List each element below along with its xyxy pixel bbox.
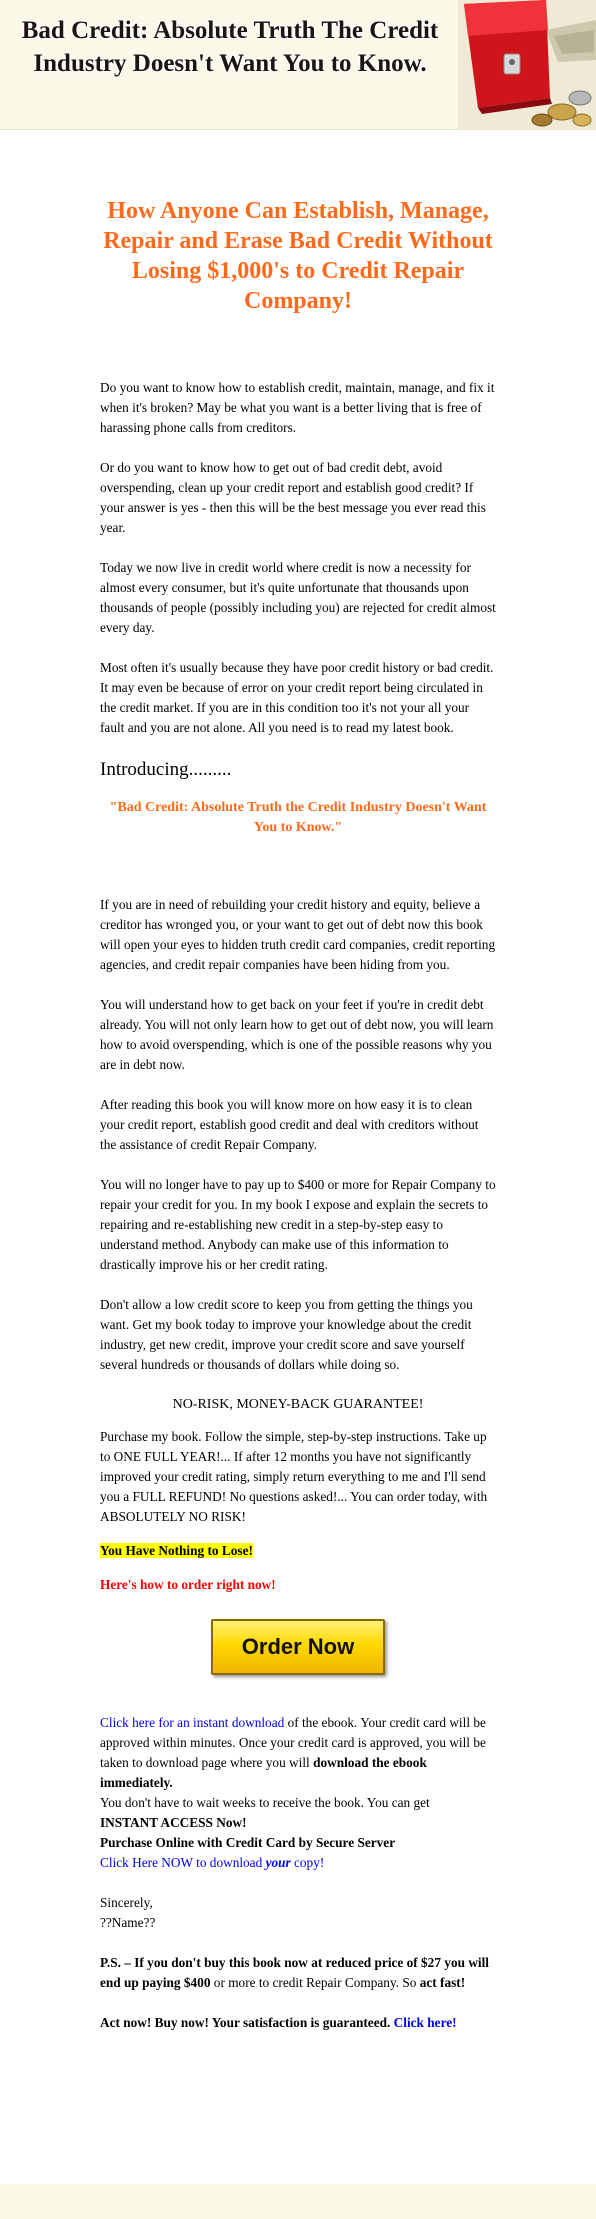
instant-download-link[interactable]: Click here for an instant download bbox=[100, 1715, 285, 1730]
guarantee-heading: NO-RISK, MONEY-BACK GUARANTEE! bbox=[172, 1397, 424, 1412]
ps-text: act fast! bbox=[419, 1975, 466, 1990]
ps-text: If you don't buy this book now at reduced price of $27 you will end up paying $400 bbox=[100, 1955, 490, 1990]
paragraph: After reading this book you will know more on how easy it is to clean your credit report, establish good credit and deal with creditors without the assistance of credit Repair Company. bbox=[100, 1097, 479, 1152]
paragraph: If you are in need of rebuilding your credit history and equity, believe a creditor has wronged you, or your want to get out of debt now this book will open your eyes to hidden truth credit card companies, credit reporting agencies, and credit repair companies have been hiding from you. bbox=[100, 897, 496, 972]
cash-box-coins-image bbox=[458, 0, 596, 130]
signature-name: ??Name?? bbox=[100, 1915, 156, 1930]
header-title: Bad Credit: Absolute Truth The Credit Industry Doesn't Want You to Know. bbox=[21, 17, 439, 77]
footer-banner bbox=[0, 2184, 596, 2219]
paragraph: Do you want to know how to establish credit, maintain, manage, and fix it when it's broken? May be what you want is a better living that is free of harassing phone calls from creditors. bbox=[100, 380, 495, 435]
paragraph: Today we now live in credit world where credit is now a necessity for almost every consumer, but it's quite unfortunate that thousands upon thousands of people (possibly including you) are rejected for credit almost every day. bbox=[100, 560, 496, 635]
header-banner bbox=[0, 0, 596, 130]
final-click-here-link[interactable]: Click here! bbox=[393, 2015, 457, 2030]
nothing-to-lose-text: You Have Nothing to Lose! bbox=[100, 1543, 253, 1558]
sales-letter-body bbox=[100, 378, 496, 2053]
paragraph: You will understand how to get back on your feet if you're in credit debt already. You will not only learn how to get out of debt now, you will learn how to avoid overspending, which is one of the possible reasons why you are in debt now. bbox=[100, 997, 494, 1072]
final-call-text: Act now! Buy now! Your satisfaction is guaranteed. bbox=[100, 2015, 394, 2030]
purchase-online-text: Purchase Online with Credit Card by Secure Server bbox=[100, 1835, 396, 1850]
how-to-order-text: Here's how to order right now! bbox=[100, 1577, 276, 1592]
headline: How Anyone Can Establish, Manage, Repair and Erase Bad Credit Without Losing $1,000's to Credit Repair Company! bbox=[103, 198, 493, 314]
order-now-button[interactable]: Order Now bbox=[211, 1619, 385, 1675]
paragraph: Or do you want to know how to get out of bad credit debt, avoid overspending, clean up your credit report and establish good credit? If your answer is yes - then this will be the best message you ever read this year. bbox=[100, 460, 486, 535]
sincerely-text: Sincerely, bbox=[100, 1895, 153, 1910]
download-immediately-text: download the ebook immediately. bbox=[100, 1755, 427, 1790]
paragraph: You will no longer have to pay up to $400 or more for Repair Company to repair your credit for you. In my book I expose and explain the secrets to repairing and re-establishing new credit in a step-by-step easy to understand method. Anybody can make use of this information to drastically improve his or her credit rating. bbox=[100, 1177, 496, 1272]
paragraph: Most often it's usually because they have poor credit history or bad credit. It may even be because of error on your credit report being circulated in the credit market. If you are in this condition too it's not your all your fault and you are not alone. All you need is to read my latest book. bbox=[100, 660, 494, 735]
ps-label: P.S. – bbox=[100, 1955, 135, 1970]
introducing-heading: Introducing......... bbox=[100, 759, 232, 780]
ps-text: or more to credit Repair Company. So bbox=[210, 1975, 420, 1990]
paragraph: Don't allow a low credit score to keep you from getting the things you want. Get my book today to improve your knowledge about the credit industry, get new credit, improve your credit score and save yourself several hundreds or thousands of dollars while doing so. bbox=[100, 1297, 473, 1372]
download-text: of the ebook. Your credit card will be approved within minutes. Once your credit card is approved, you will be taken to download page where you will bbox=[100, 1715, 486, 1770]
instant-access-text: INSTANT ACCESS Now! bbox=[100, 1815, 247, 1830]
download-now-link[interactable]: Click Here NOW to download your copy! bbox=[100, 1855, 325, 1870]
book-title: "Bad Credit: Absolute Truth the Credit Industry Doesn't Want You to Know." bbox=[109, 800, 487, 835]
download-text: You don't have to wait weeks to receive the book. You can get bbox=[100, 1795, 430, 1810]
paragraph: Purchase my book. Follow the simple, step-by-step instructions. Take up to ONE FULL YEAR!... If after 12 months you have not significantly improved your credit rating, simply return everything to me and I'll send you a FULL REFUND! No questions asked!... You can order today, with ABSOLUTELY NO RISK! bbox=[100, 1429, 488, 1524]
